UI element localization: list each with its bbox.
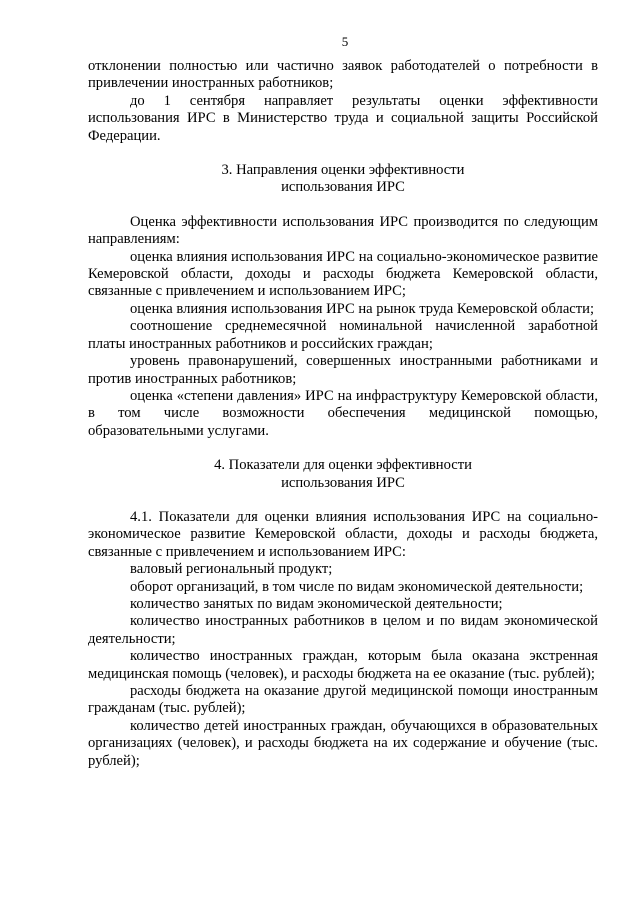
paragraph: оборот организаций, в том числе по видам экономической деятельности; (130, 578, 584, 595)
paragraph: расходы бюджета на оказание другой медицинской помощи иностранным гражданам (тыс. рублей); (88, 683, 598, 717)
paragraph: оценка влияния использования ИРС на социально-экономическое развитие Кемеровской области, доходы и расходы бюджета Кемеровской области, связанные с привлечением и использованием ИРС; (88, 248, 598, 300)
paragraph: соотношение среднемесячной номинальной начисленной заработной платы иностранных работников и российских граждан; (88, 318, 598, 352)
paragraph: количество иностранных граждан, которым была оказана экстренная медицинская помощь (человек), и расходы бюджета на ее оказание (тыс. рублей); (88, 648, 598, 682)
section-title: 4. Показатели для оценки эффективности (214, 457, 472, 474)
paragraph: валовый региональный продукт; (130, 561, 333, 578)
paragraph: уровень правонарушений, совершенных иностранными работниками и против иностранных работников; (88, 353, 598, 387)
section-3-heading (88, 162, 598, 197)
section-title: использования ИРС (281, 474, 405, 491)
paragraph: 4.1. Показатели для оценки влияния использования ИРС на социально-экономическое развитие Кемеровской области, доходы и расходы бюджета, связанные с привлечением и использованием ИРС: (88, 508, 598, 560)
paragraph: Оценка эффективности использования ИРС производится по следующим направлениям: (88, 213, 598, 248)
paragraph: количество иностранных работников в целом и по видам экономической деятельности; (88, 613, 598, 647)
paragraph: отклонении полностью или частично заявок работодателей о потребности в привлечении иностранных работников; (88, 58, 598, 92)
section-4-heading (88, 457, 598, 492)
section-title: использования ИРС (281, 179, 405, 196)
paragraph: до 1 сентября направляет результаты оценки эффективности использования ИРС в Министерство труда и социальной защиты Российской Федерации. (88, 92, 598, 144)
section-title: 3. Направления оценки эффективности (221, 162, 465, 179)
paragraph: оценка «степени давления» ИРС на инфраструктуру Кемеровской области, в том числе возможности обеспечения медицинской помощью, образовательными услугами. (88, 387, 598, 439)
spacer (88, 197, 598, 214)
spacer (88, 440, 598, 457)
page-number: 5 (341, 34, 349, 49)
spacer (88, 492, 598, 509)
intro-block (88, 58, 598, 145)
section-3-body (88, 214, 598, 440)
paragraph: количество занятых по видам экономической деятельности; (130, 595, 503, 612)
paragraph: оценка влияния использования ИРС на рынок труда Кемеровской области; (130, 300, 595, 317)
spacer (88, 145, 598, 162)
section-4-body (88, 509, 598, 770)
paragraph: количество детей иностранных граждан, обучающихся в образовательных организациях (человек), и расходы бюджета на их содержание и обучение (тыс. рублей); (88, 717, 598, 769)
